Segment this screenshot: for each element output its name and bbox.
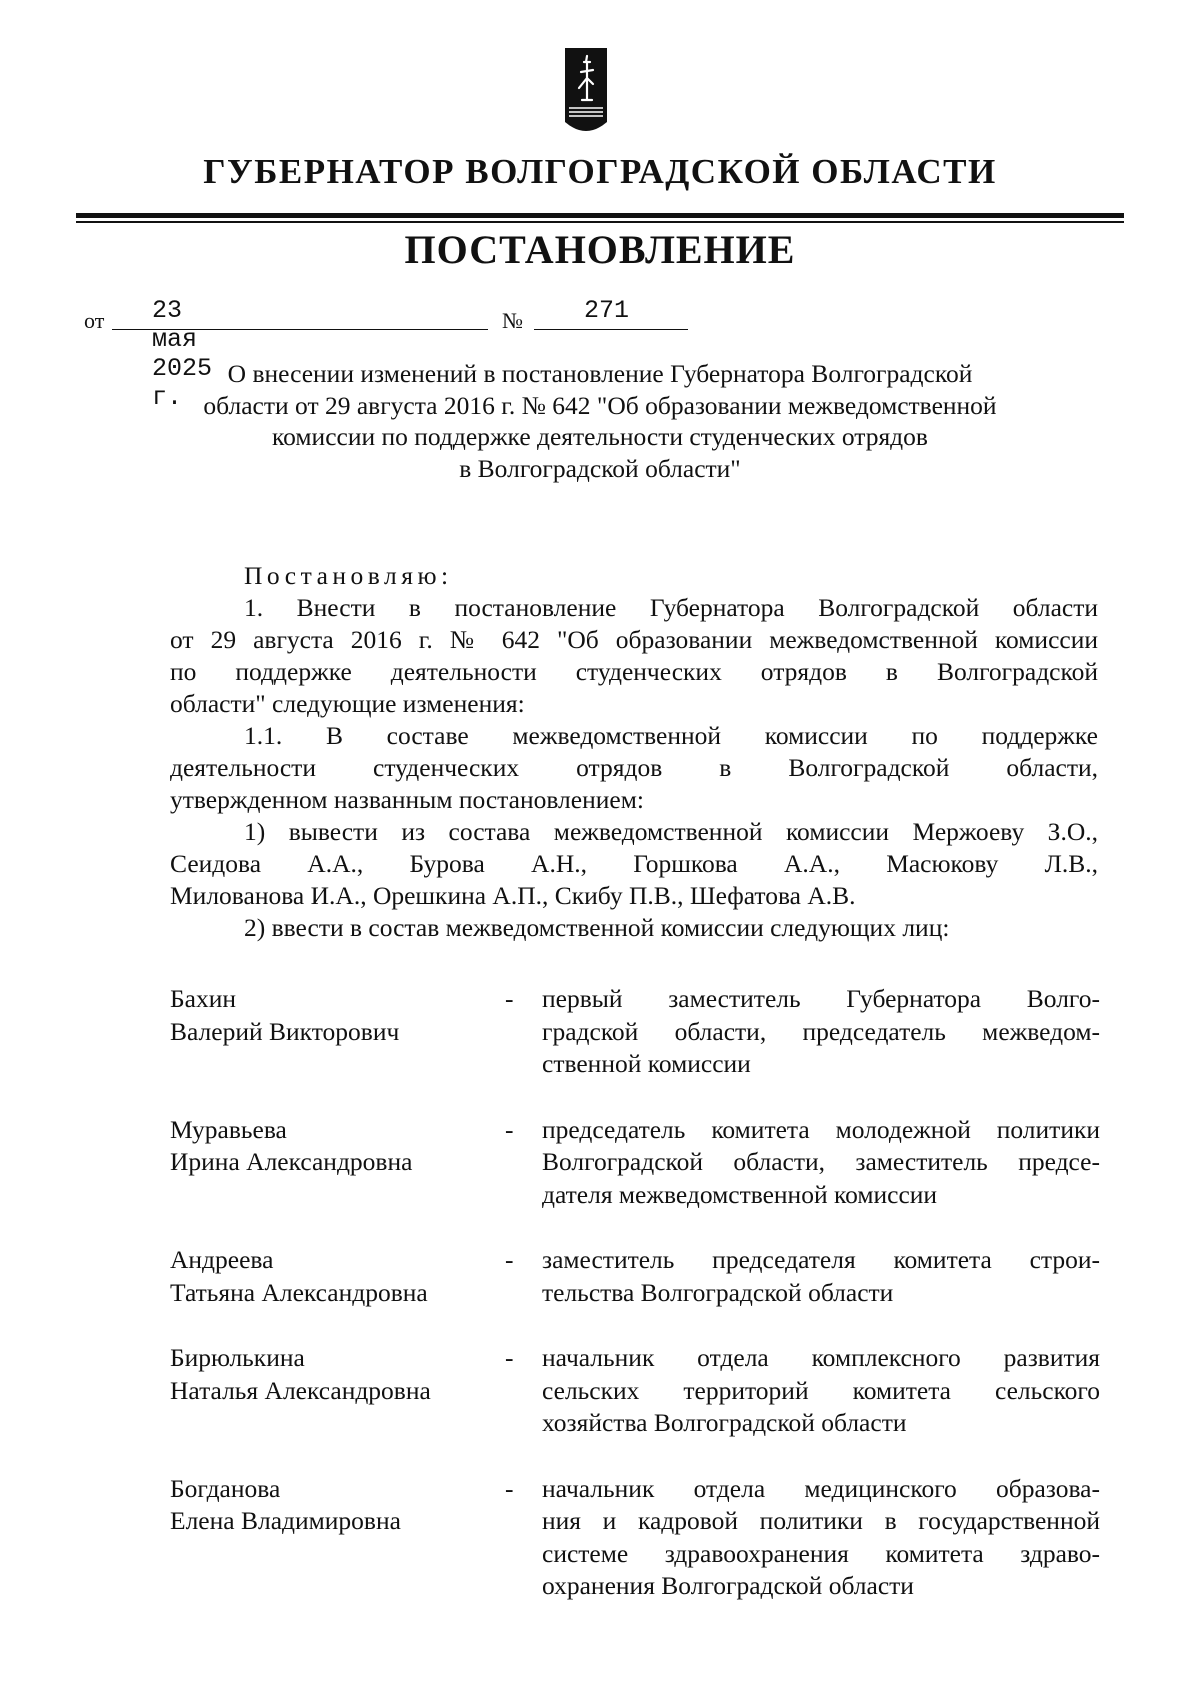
header-rule-thick — [76, 213, 1124, 218]
paragraph-line: деятельности студенческих отрядов в Волгоградской области, — [170, 753, 1098, 782]
member-role — [542, 1342, 1100, 1440]
member-role — [542, 1114, 1100, 1212]
member-name — [170, 1114, 470, 1179]
member-name — [170, 1342, 470, 1407]
member-entry — [170, 1342, 1100, 1440]
role-line: дателя межведомственной комиссии — [542, 1179, 938, 1209]
role-line: заместитель председателя комитета строи- — [542, 1245, 1100, 1274]
member-given-names: Наталья Александровна — [170, 1375, 431, 1405]
member-given-names: Елена Владимировна — [170, 1506, 401, 1535]
paragraph-line: 2) ввести в состав межведомственной комиссии следующих лиц: — [244, 913, 950, 942]
member-entry — [170, 1473, 1100, 1603]
member-dash: - — [505, 1473, 514, 1503]
item-2 — [170, 912, 1098, 944]
paragraph-line: по поддержке деятельности студенческих отрядов в Волгоградской — [170, 657, 1098, 686]
subject-line: в Волгоградской области" — [459, 453, 741, 483]
paragraph-line: Милованова И.А., Орешкина А.П., Скибу П.В., Шефатова А.В. — [170, 881, 856, 910]
role-line: хозяйства Волгоградской области — [542, 1408, 907, 1437]
member-name — [170, 1244, 470, 1309]
item-1 — [170, 816, 1098, 912]
member-role — [542, 983, 1100, 1081]
members-list — [170, 983, 1100, 1603]
member-dash: - — [505, 984, 514, 1013]
paragraph-line: Сеидова А.А., Бурова А.Н., Горшкова А.А., Масюкову Л.В., — [170, 849, 1098, 878]
member-given-names: Валерий Викторович — [170, 1016, 400, 1046]
organization-title: ГУБЕРНАТОР ВОЛГОГРАДСКОЙ ОБЛАСТИ — [203, 152, 997, 191]
paragraph-1 — [170, 592, 1098, 720]
member-name — [170, 1473, 470, 1538]
date-prefix: от — [84, 308, 105, 333]
role-line: системе здравоохранения комитета здраво- — [542, 1538, 1100, 1568]
role-line: ственной комиссии — [542, 1049, 751, 1078]
member-given-names: Татьяна Александровна — [170, 1277, 428, 1307]
role-line: охранения Волгоградской области — [542, 1571, 914, 1600]
subject-line: комиссии по поддержке деятельности студенческих отрядов — [272, 422, 928, 451]
document-subject — [150, 358, 1050, 484]
document-type-title: ПОСТАНОВЛЕНИЕ — [404, 227, 796, 272]
paragraph-line: 1.1. В составе межведомственной комиссии по поддержке — [244, 721, 1098, 750]
paragraph-line: 1) вывести из состава межведомственной комиссии Мержоеву З.О., — [244, 817, 1098, 846]
member-dash: - — [505, 1343, 514, 1372]
coat-of-arms-emblem — [565, 48, 607, 138]
role-line: тельства Волгоградской области — [542, 1277, 894, 1307]
member-given-names: Ирина Александровна — [170, 1147, 413, 1176]
subject-line: О внесении изменений в постановление Губернатора Волгоградской — [227, 359, 973, 388]
member-surname: Бахин — [170, 984, 237, 1013]
paragraph-line: 1. Внести в постановление Губернатора Волгоградской области — [244, 593, 1098, 622]
member-role — [542, 1473, 1100, 1603]
role-line: градской области, председатель межведом- — [542, 1016, 1100, 1046]
member-surname: Андреева — [170, 1245, 274, 1274]
paragraph-1-1 — [170, 720, 1098, 816]
role-line: председатель комитета молодежной политики — [542, 1114, 1100, 1144]
role-line: первый заместитель Губернатора Волго- — [542, 984, 1100, 1013]
member-entry — [170, 983, 1100, 1081]
document-number: 271 — [584, 296, 630, 325]
role-line: сельских территорий комитета сельского — [542, 1375, 1100, 1405]
member-surname: Бирюлькина — [170, 1343, 305, 1372]
member-entry — [170, 1114, 1100, 1212]
member-surname: Муравьева — [170, 1114, 287, 1144]
member-dash: - — [505, 1245, 514, 1274]
number-prefix: № — [502, 308, 523, 333]
document-date: 23 мая 2025 г. — [152, 296, 213, 412]
role-line: Волгоградской области, заместитель предсе- — [542, 1147, 1100, 1176]
number-underline — [534, 329, 688, 330]
role-line: ния и кадровой политики в государственной — [542, 1506, 1100, 1535]
paragraph-line: от 29 августа 2016 г. № 642 "Об образовании межведомственной комиссии — [170, 625, 1098, 654]
role-line: начальник отдела комплексного развития — [542, 1343, 1100, 1372]
member-entry — [170, 1244, 1100, 1309]
member-surname: Богданова — [170, 1473, 281, 1503]
member-name — [170, 983, 470, 1048]
role-line: начальник отдела медицинского образова- — [542, 1473, 1100, 1503]
member-dash: - — [505, 1114, 514, 1144]
resolve-heading — [170, 560, 1098, 592]
paragraph-line: области" следующие изменения: — [170, 689, 525, 718]
subject-line: области от 29 августа 2016 г. № 642 "Об образовании межведомственной — [203, 390, 997, 420]
member-role — [542, 1244, 1100, 1309]
header-rule-thin — [76, 221, 1124, 223]
resolve-word: Постановляю: — [244, 561, 453, 590]
paragraph-line: утвержденном названным постановлением: — [170, 785, 644, 814]
